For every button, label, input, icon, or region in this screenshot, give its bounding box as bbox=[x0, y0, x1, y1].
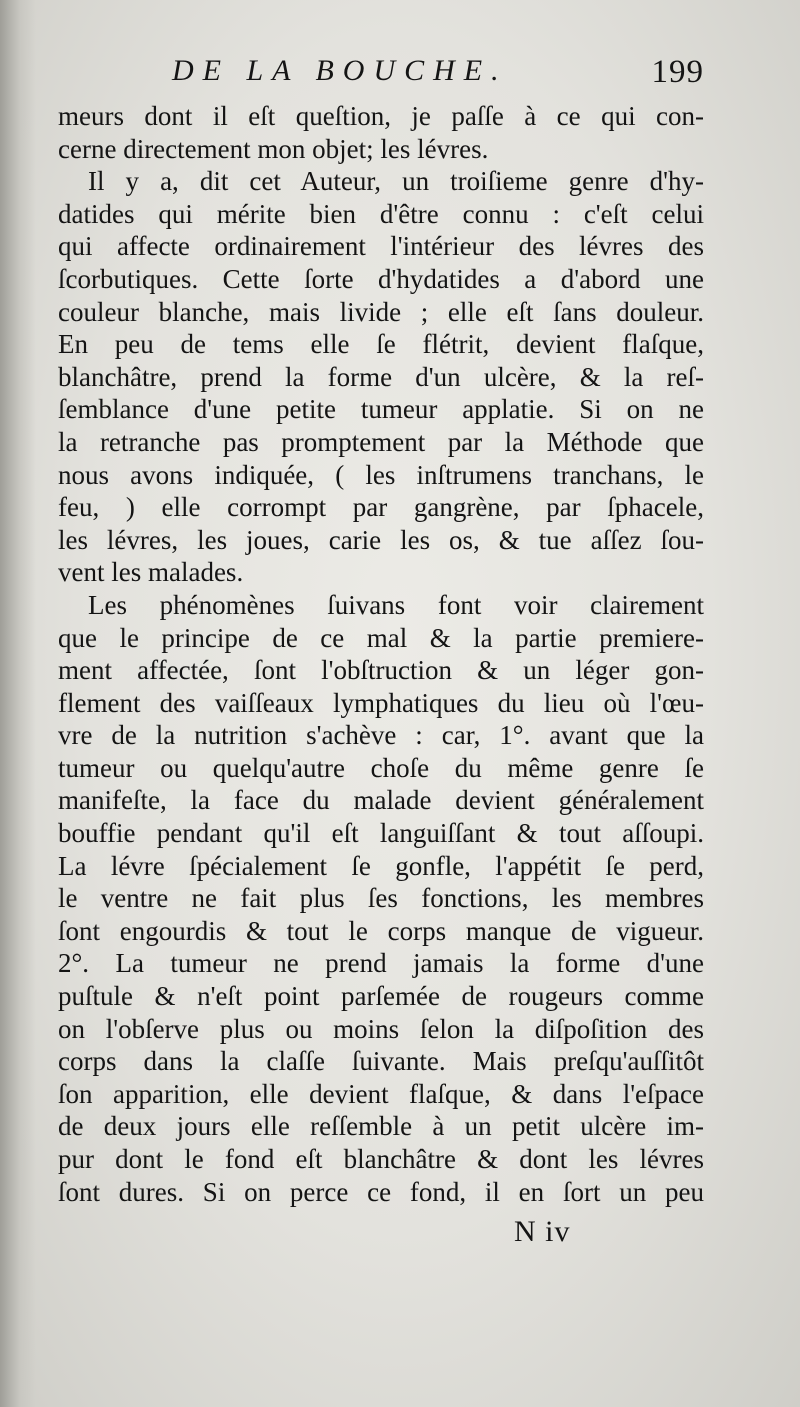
page-gutter-shadow bbox=[0, 0, 36, 1407]
text-line: feu, ) elle corrompt par gangrène, par ſphacele, bbox=[58, 492, 704, 523]
text-line: on l'obſerve plus ou moins ſelon la diſpoſition des bbox=[58, 1013, 704, 1044]
text-line: couleur blanche, mais livide ; elle eſt ſans douleur. bbox=[58, 296, 704, 327]
text-line: tumeur ou quelqu'autre choſe du même genre ſe bbox=[58, 752, 704, 783]
text-line: manifeſte, la face du malade devient généralement bbox=[58, 785, 704, 816]
signature-mark: N iv bbox=[514, 1215, 571, 1248]
text-line: Il y a, dit cet Auteur, un troiſieme genre d'hy- bbox=[88, 166, 704, 197]
text-line: meurs dont il eſt queſtion, je paſſe à ce qui con- bbox=[58, 101, 704, 131]
text-line: ſont engourdis & tout le corps manque de vigueur. bbox=[58, 915, 704, 946]
text-line: ment affectée, ſont l'obſtruction & un léger gon- bbox=[58, 655, 704, 686]
text-line: vre de la nutrition s'achève : car, 1°. avant que la bbox=[58, 720, 704, 751]
text-line: 2°. La tumeur ne prend jamais la forme d'une bbox=[58, 948, 704, 979]
text-line: La lévre ſpécialement ſe gonfle, l'appétit ſe perd, bbox=[58, 850, 704, 881]
text-line: ſemblance d'une petite tumeur applatie. Si on ne bbox=[58, 394, 704, 425]
text-line: qui affecte ordinairement l'intérieur des lévres des bbox=[58, 231, 704, 262]
text-line: la retranche pas promptement par la Méthode que bbox=[58, 426, 704, 457]
text-line: bouffie pendant qu'il eſt languiſſant & tout aſſoupi. bbox=[58, 818, 704, 849]
page-header bbox=[60, 50, 710, 96]
text-line: corps dans la claſſe ſuivante. Mais preſqu'auſſitôt bbox=[58, 1046, 704, 1077]
text-line: vent les malades. bbox=[58, 557, 244, 588]
page-number: 199 bbox=[651, 54, 704, 90]
text-line: puſtule & n'eſt point parſemée de rougeurs comme bbox=[58, 981, 704, 1012]
text-line: cerne directement mon objet; les lévres. bbox=[58, 133, 489, 164]
text-line: de deux jours elle reſſemble à un petit ulcère im- bbox=[58, 1111, 704, 1142]
running-head: DE LA BOUCHE. bbox=[172, 54, 508, 87]
text-line: Les phénomènes ſuivans font voir clairement bbox=[88, 589, 704, 620]
text-line: ſon apparition, elle devient flaſque, & dans l'eſpace bbox=[58, 1078, 704, 1109]
text-line: le ventre ne fait plus ſes fonctions, les membres bbox=[58, 883, 704, 914]
text-line: ſcorbutiques. Cette ſorte d'hydatides a d'abord une bbox=[58, 263, 704, 294]
text-line: En peu de tems elle ſe flétrit, devient flaſque, bbox=[58, 329, 704, 360]
text-line: datides qui mérite bien d'être connu : c'eſt celui bbox=[58, 198, 704, 229]
text-line: que le principe de ce mal & la partie premiere- bbox=[58, 622, 704, 653]
text-line: nous avons indiquée, ( les inſtrumens tranchans, le bbox=[58, 459, 704, 490]
text-line: ſont dures. Si on perce ce fond, il en ſort un peu bbox=[58, 1176, 704, 1207]
text-line: pur dont le fond eſt blanchâtre & dont les lévres bbox=[58, 1144, 704, 1174]
text-line: les lévres, les joues, carie les os, & tue aſſez ſou- bbox=[58, 524, 704, 555]
body-text bbox=[58, 100, 704, 1208]
text-line: blanchâtre, prend la forme d'un ulcère, & la reſ- bbox=[58, 361, 704, 392]
text-line: flement des vaiſſeaux lymphatiques du lieu où l'œu- bbox=[58, 687, 704, 718]
